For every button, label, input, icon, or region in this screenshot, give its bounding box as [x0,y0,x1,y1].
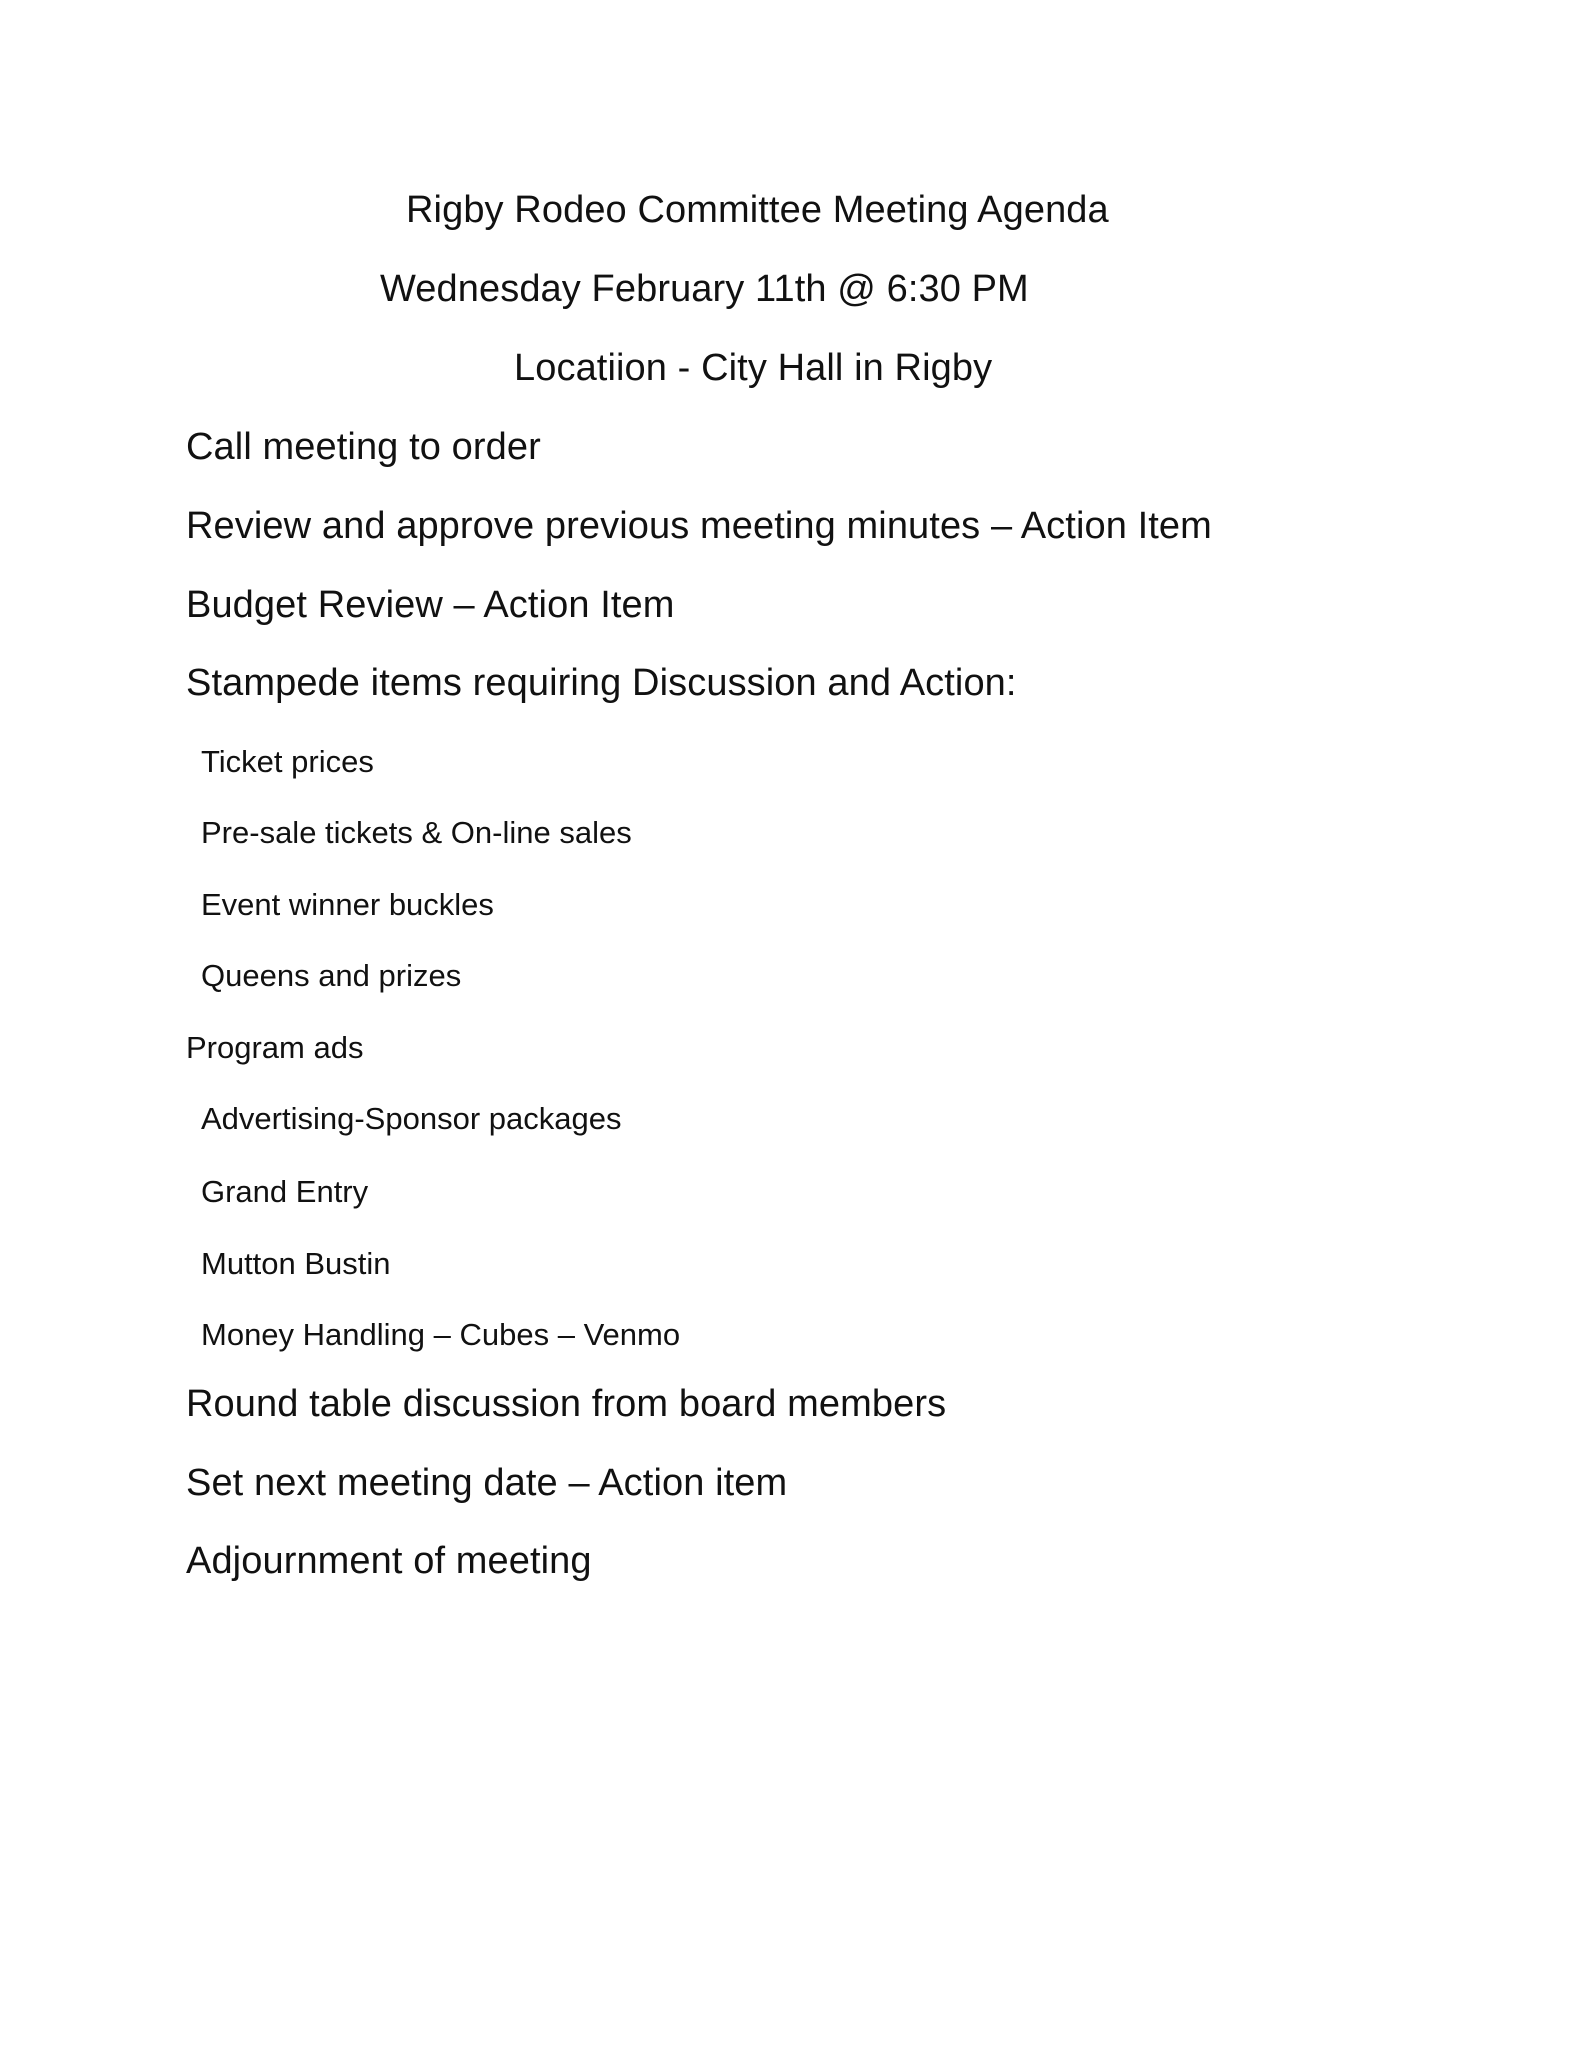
agenda-subitem-ticket-prices: Ticket prices [201,744,374,779]
agenda-subitem-presale-tickets: Pre-sale tickets & On-line sales [201,815,632,850]
agenda-subitem-grand-entry: Grand Entry [201,1174,369,1209]
agenda-item-budget-review: Budget Review – Action Item [186,584,675,626]
meeting-location: Locatiion - City Hall in Rigby [514,347,993,389]
agenda-item-stampede-items: Stampede items requiring Discussion and Action: [186,662,1017,704]
agenda-item-next-meeting: Set next meeting date – Action item [186,1462,788,1504]
agenda-item-call-to-order: Call meeting to order [186,426,541,468]
agenda-item-program-ads: Program ads [186,1030,364,1065]
agenda-title: Rigby Rodeo Committee Meeting Agenda [406,189,1109,231]
agenda-subitem-queens-prizes: Queens and prizes [201,958,462,993]
agenda-item-approve-minutes: Review and approve previous meeting minutes – Action Item [186,505,1212,547]
agenda-subitem-money-handling: Money Handling – Cubes – Venmo [201,1317,681,1352]
agenda-item-round-table: Round table discussion from board members [186,1383,947,1425]
agenda-item-adjournment: Adjournment of meeting [186,1540,592,1582]
agenda-subitem-mutton-bustin: Mutton Bustin [201,1246,391,1281]
agenda-subitem-winner-buckles: Event winner buckles [201,887,494,922]
meeting-date-time: Wednesday February 11th @ 6:30 PM [380,268,1029,310]
agenda-subitem-sponsor-packages: Advertising-Sponsor packages [201,1101,622,1136]
